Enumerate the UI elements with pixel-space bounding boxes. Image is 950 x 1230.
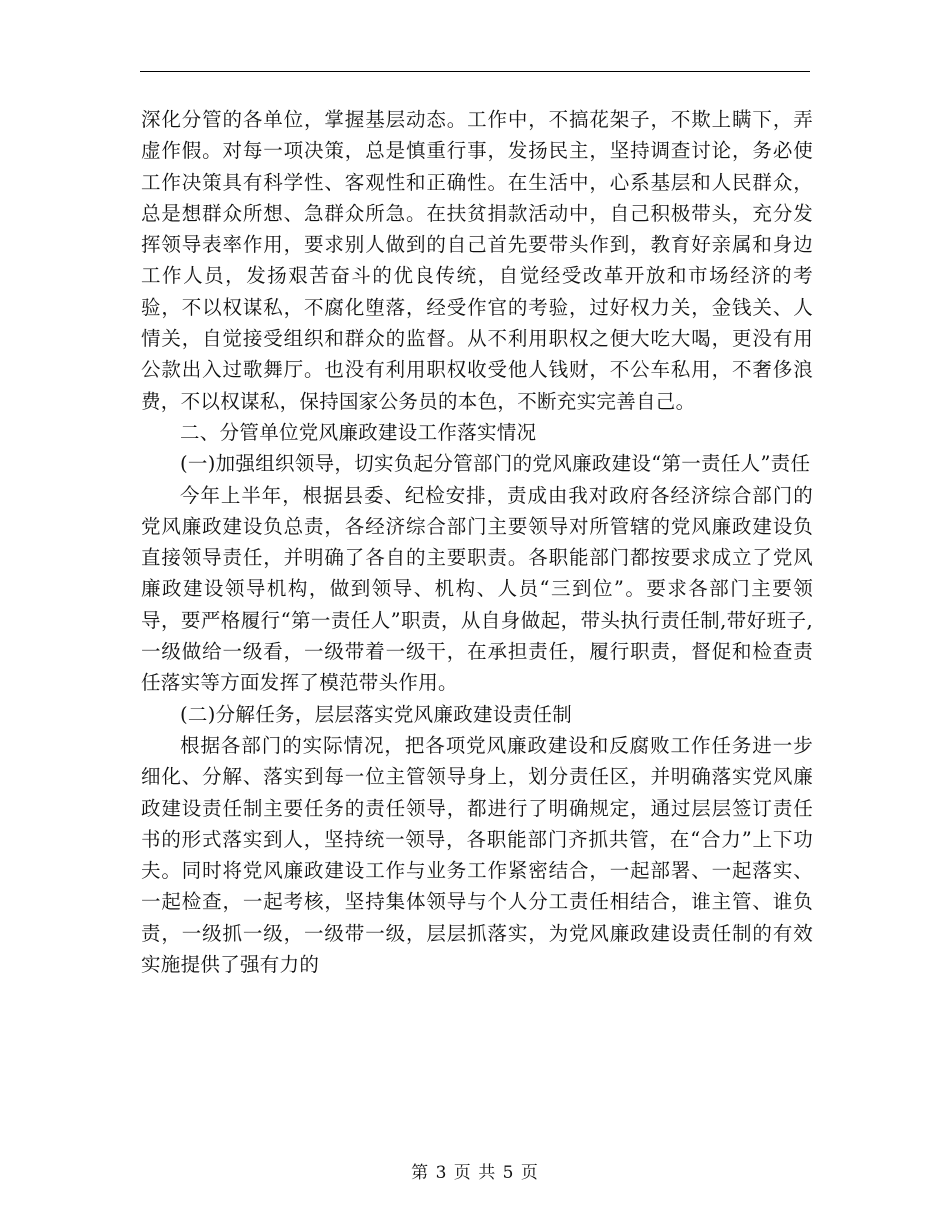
body-paragraph: 今年上半年，根据县委、纪检安排，责成由我对政府各经济综合部门的党风廉政建设负总责，各经济综合部门主要领导对所管辖的党风廉政建设负直接领导责任，并明确了各自的主要职责。各职能部门都按要求成立了党风廉政建设领导机构，做到领导、机构、人员“三到位”。要求各部门主要领导，要严格履行“第一责任人”职责，从自身做起，带头执行责任制,带好班子,一级做给一级看，一级带着一级干，在承担责任，履行职责，督促和检查责任落实等方面发挥了模范带头作用。	[141, 483, 813, 695]
page-number: 第 3 页 共 5 页	[411, 1163, 539, 1183]
body-paragraph: 根据各部门的实际情况，把各项党风廉政建设和反腐败工作任务进一步细化、分解、落实到每一位主管领导身上，划分责任区，并明确落实党风廉政建设责任制主要任务的责任领导，都进行了明确规定，通过层层签订责任书的形式落实到人，坚持统一领导，各职能部门齐抓共管，在“合力”上下功夫。同时将党风廉政建设工作与业务工作紧密结合，一起部署、一起落实、一起检查，一起考核，坚持集体领导与个人分工责任相结合，谁主管、谁负责，一级抓一级，一级带一级，层层抓落实，为党风廉政建设责任制的有效实施提供了强有力的	[141, 733, 813, 977]
header-rule	[140, 71, 810, 72]
document-body	[141, 104, 813, 980]
subsection-heading: (二)分解任务，层层落实党风廉政建设责任制	[180, 702, 573, 726]
subsection-heading: (一)加强组织领导，切实负起分管部门的党风廉政建设“第一责任人”责任	[180, 452, 811, 476]
section-heading: 二、分管单位党风廉政建设工作落实情况	[180, 420, 537, 444]
body-paragraph: 深化分管的各单位，掌握基层动态。工作中，不搞花架子，不欺上瞒下，弄虚作假。对每一项决策，总是慎重行事，发扬民主，坚持调查讨论，务必使工作决策具有科学性、客观性和正确性。在生活中，心系基层和人民群众，总是想群众所想、急群众所急。在扶贫捐款活动中，自己积极带头，充分发挥领导表率作用，要求别人做到的自己首先要带头作到，教育好亲属和身边工作人员，发扬艰苦奋斗的优良传统，自觉经受改革开放和市场经济的考验，不以权谋私，不腐化堕落，经受作官的考验，过好权力关，金钱关、人情关，自觉接受组织和群众的监督。从不利用职权之便大吃大喝，更没有用公款出入过歌舞厅。也没有利用职权收受他人钱财，不公车私用，不奢侈浪费，不以权谋私，保持国家公务员的本色，不断充实完善自己。	[141, 108, 813, 413]
